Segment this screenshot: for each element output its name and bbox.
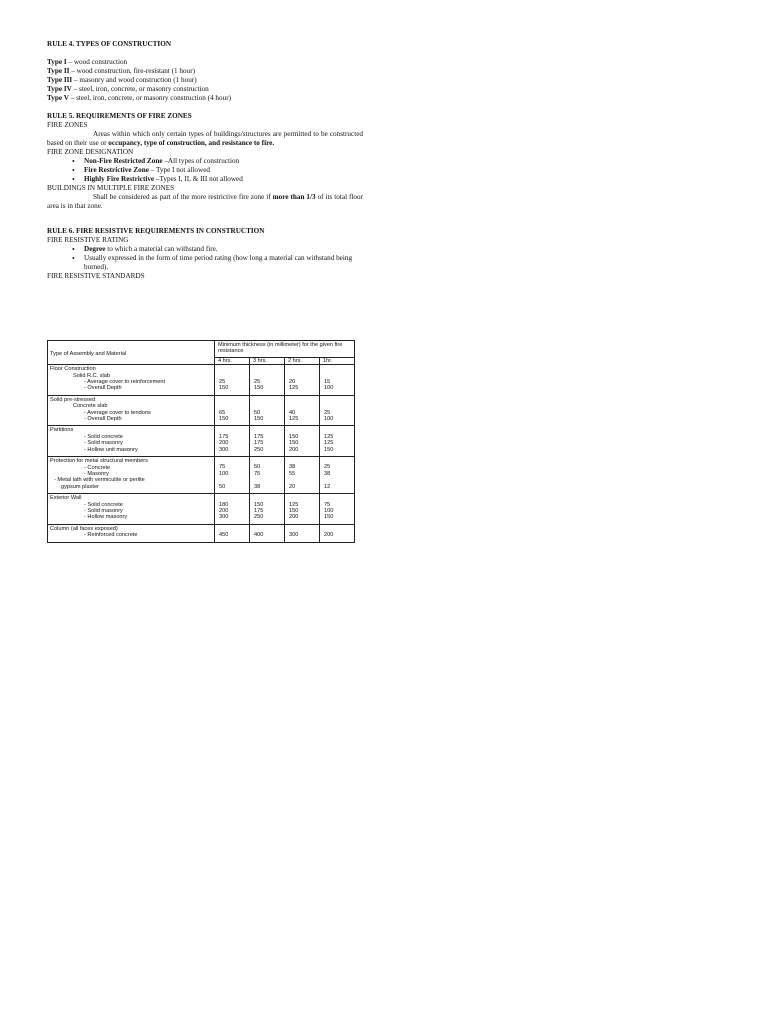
value-cell <box>320 524 355 542</box>
assembly-line: Solid pre-stressed <box>50 396 96 403</box>
hour-header: 2 hrs. <box>285 357 320 364</box>
rating-item: • Usually expressed in the form of time period rating (how long a material can withstand being burned). <box>84 254 363 272</box>
value-cell <box>320 457 355 494</box>
thickness-value: 55 <box>289 470 296 477</box>
assembly-line: Partitions <box>50 427 74 434</box>
thickness-value: 400 <box>254 532 264 539</box>
assembly-line: - Solid masonry <box>84 507 123 514</box>
assembly-line: - Average cover to tendons <box>84 409 151 416</box>
thickness-value: 25 <box>324 409 331 416</box>
designation-title: FIRE ZONE DESIGNATION <box>47 148 134 156</box>
thickness-value: 50 <box>254 464 261 471</box>
assembly-line: - Reinforced concrete <box>84 532 138 539</box>
thickness-value: 150 <box>254 501 264 508</box>
type-item: Type II – wood construction, fire-resistant (1 hour) <box>47 67 195 75</box>
construction-types-list <box>47 58 363 103</box>
hour-header: 3 hrs. <box>250 357 285 364</box>
thickness-value: 180 <box>219 501 229 508</box>
thickness-value: 150 <box>254 416 264 423</box>
designation-list <box>47 157 363 184</box>
value-cell <box>215 524 250 542</box>
rule6-heading: RULE 6. FIRE RESISTIVE REQUIREMENTS IN CONSTRUCTION <box>47 227 265 235</box>
assembly-line: - Solid masonry <box>84 440 123 447</box>
thickness-value: 300 <box>219 514 229 521</box>
value-cell <box>285 494 320 525</box>
value-cell <box>215 395 250 426</box>
value-cell <box>250 457 285 494</box>
assembly-line: Exterior Wall <box>50 495 82 502</box>
assembly-line: - Overall Depth <box>84 385 122 392</box>
thickness-value: 25 <box>254 379 261 385</box>
thickness-value: 200 <box>219 440 229 447</box>
thickness-value: 50 <box>254 409 261 416</box>
thickness-value: 250 <box>254 514 264 521</box>
rating-title: FIRE RESISTIVE RATING <box>47 236 129 244</box>
assembly-line: - Average cover to reinforcement <box>84 379 166 386</box>
thickness-value: 150 <box>219 416 229 423</box>
type-item: Type V – steel, iron, concrete, or masonry construction (4 hour) <box>47 94 231 102</box>
assembly-line: Concrete slab <box>73 403 108 410</box>
thickness-value: 175 <box>254 433 264 440</box>
thickness-value: 40 <box>289 409 296 416</box>
value-cell <box>320 494 355 525</box>
value-cell <box>285 426 320 457</box>
value-cell <box>320 395 355 426</box>
type-item: Type IV – steel, iron, concrete, or masonry construction <box>47 85 209 93</box>
value-cell <box>285 395 320 426</box>
thickness-value: 12 <box>324 483 331 490</box>
thickness-value: 100 <box>324 385 334 392</box>
assembly-line: - Hollow unit masonry <box>84 446 138 453</box>
thickness-value: 150 <box>324 514 334 521</box>
thickness-value: 75 <box>324 501 331 508</box>
table-row <box>48 524 355 542</box>
assembly-line: - Solid concrete <box>84 501 123 508</box>
designation-item: • Highly Fire Restrictive –Types I, II, & III not allowed <box>84 175 363 184</box>
assembly-line: - Hollow masonry <box>84 514 128 521</box>
thickness-value: 125 <box>324 440 334 447</box>
thickness-value: 150 <box>289 507 299 514</box>
designation-item: • Non-Fire Restricted Zone –All types of construction <box>84 157 363 166</box>
value-cell <box>215 426 250 457</box>
thickness-value: 300 <box>289 532 299 539</box>
assembly-cell <box>48 457 215 494</box>
assembly-cell <box>48 426 215 457</box>
value-cell <box>285 524 320 542</box>
table-row <box>48 365 355 396</box>
table-body <box>48 365 355 542</box>
value-cell <box>250 395 285 426</box>
value-cell <box>215 494 250 525</box>
table-row <box>48 395 355 426</box>
thickness-value: 450 <box>219 532 229 539</box>
fire-resistive-standards-table <box>47 340 355 543</box>
thickness-value: 300 <box>219 446 229 453</box>
thickness-value: 150 <box>289 433 299 440</box>
assembly-line: - Overall Depth <box>84 416 122 423</box>
type-item: Type I – wood construction <box>47 58 128 66</box>
thickness-value: 15 <box>324 379 331 385</box>
value-cell <box>250 494 285 525</box>
assembly-line: Solid R.C. slab <box>73 372 110 379</box>
thickness-value: 25 <box>219 379 226 385</box>
value-cell <box>320 365 355 396</box>
thickness-value: 100 <box>324 507 334 514</box>
value-cell <box>215 365 250 396</box>
table-row <box>48 457 355 494</box>
thickness-value: 150 <box>289 440 299 447</box>
value-cell <box>250 365 285 396</box>
assembly-cell <box>48 494 215 525</box>
rule5-heading: RULE 5. REQUIREMENTS OF FIRE ZONES <box>47 112 192 120</box>
assembly-cell <box>48 524 215 542</box>
multiple-zones-paragraph: Shall be considered as part of the more restrictive fire zone if more than 1/3 of its total floor area is in that zone. <box>47 193 364 210</box>
assembly-line: - Solid concrete <box>84 433 123 440</box>
thickness-value: 20 <box>289 379 296 385</box>
thickness-value: 125 <box>289 501 299 508</box>
value-cell <box>285 365 320 396</box>
rating-item: • Degree to which a material can withstand fire. <box>84 245 363 254</box>
thickness-value: 150 <box>324 446 334 453</box>
value-cell <box>250 426 285 457</box>
thickness-value: 65 <box>219 409 226 416</box>
assembly-line: - Concrete <box>84 464 111 471</box>
col-header-thickness: Minimum thickness (in millimeter) for the given fire resistance <box>215 341 355 358</box>
thickness-value: 200 <box>324 532 334 539</box>
thickness-value: 100 <box>324 416 334 423</box>
thickness-value: 38 <box>254 483 261 490</box>
thickness-value: 125 <box>324 433 334 440</box>
assembly-cell <box>48 365 215 396</box>
hour-header: 1hr. <box>320 357 355 364</box>
thickness-value: 125 <box>289 385 299 392</box>
value-cell <box>250 524 285 542</box>
assembly-line: - Metal lath with vermiculite or perlite <box>54 477 145 484</box>
thickness-value: 20 <box>289 483 296 490</box>
assembly-line: Protection for metal structural members <box>50 458 148 465</box>
value-cell <box>285 457 320 494</box>
assembly-line: - Masonry <box>84 470 109 477</box>
thickness-value: 200 <box>289 446 299 453</box>
assembly-cell <box>48 395 215 426</box>
thickness-value: 75 <box>219 464 226 471</box>
thickness-value: 250 <box>254 446 264 453</box>
table-row <box>48 494 355 525</box>
thickness-value: 38 <box>324 470 331 477</box>
assembly-line: Column (all faces exposed) <box>50 525 118 532</box>
multiple-zones-title: BUILDINGS IN MULTIPLE FIRE ZONES <box>47 184 175 192</box>
document-page <box>47 40 363 281</box>
standards-title: FIRE RESISTIVE STANDARDS <box>47 272 145 280</box>
hour-header: 4 hrs. <box>215 357 250 364</box>
thickness-value: 38 <box>289 464 296 471</box>
thickness-value: 50 <box>219 483 226 490</box>
thickness-value: 150 <box>219 385 229 392</box>
thickness-value: 25 <box>324 464 331 471</box>
assembly-line: gypsum plaster <box>61 483 99 490</box>
thickness-value: 150 <box>254 385 264 392</box>
designation-item: • Fire Restrictive Zone – Type I not allowed <box>84 166 363 175</box>
thickness-value: 100 <box>219 470 229 477</box>
col-header-assembly: Type of Assembly and Material <box>48 341 215 365</box>
thickness-value: 200 <box>289 514 299 521</box>
assembly-line: Floor Construction <box>50 366 96 373</box>
thickness-value: 175 <box>254 507 264 514</box>
thickness-value: 200 <box>219 507 229 514</box>
fire-zones-title: FIRE ZONES <box>47 121 88 129</box>
fire-zones-paragraph: Areas within which only certain types of buildings/structures are permitted to be constructed based on their use or occupancy, type of construction, and resistance to fire. <box>47 130 363 147</box>
value-cell <box>320 426 355 457</box>
table-header-row <box>48 341 355 358</box>
thickness-value: 75 <box>254 470 261 477</box>
thickness-value: 125 <box>289 416 299 423</box>
table-row <box>48 426 355 457</box>
value-cell <box>215 457 250 494</box>
rule4-heading: RULE 4. TYPES OF CONSTRUCTION <box>47 40 172 48</box>
thickness-value: 175 <box>254 440 264 447</box>
rating-list <box>47 245 363 272</box>
thickness-value: 175 <box>219 433 229 440</box>
type-item: Type III – masonry and wood construction (1 hour) <box>47 76 197 84</box>
